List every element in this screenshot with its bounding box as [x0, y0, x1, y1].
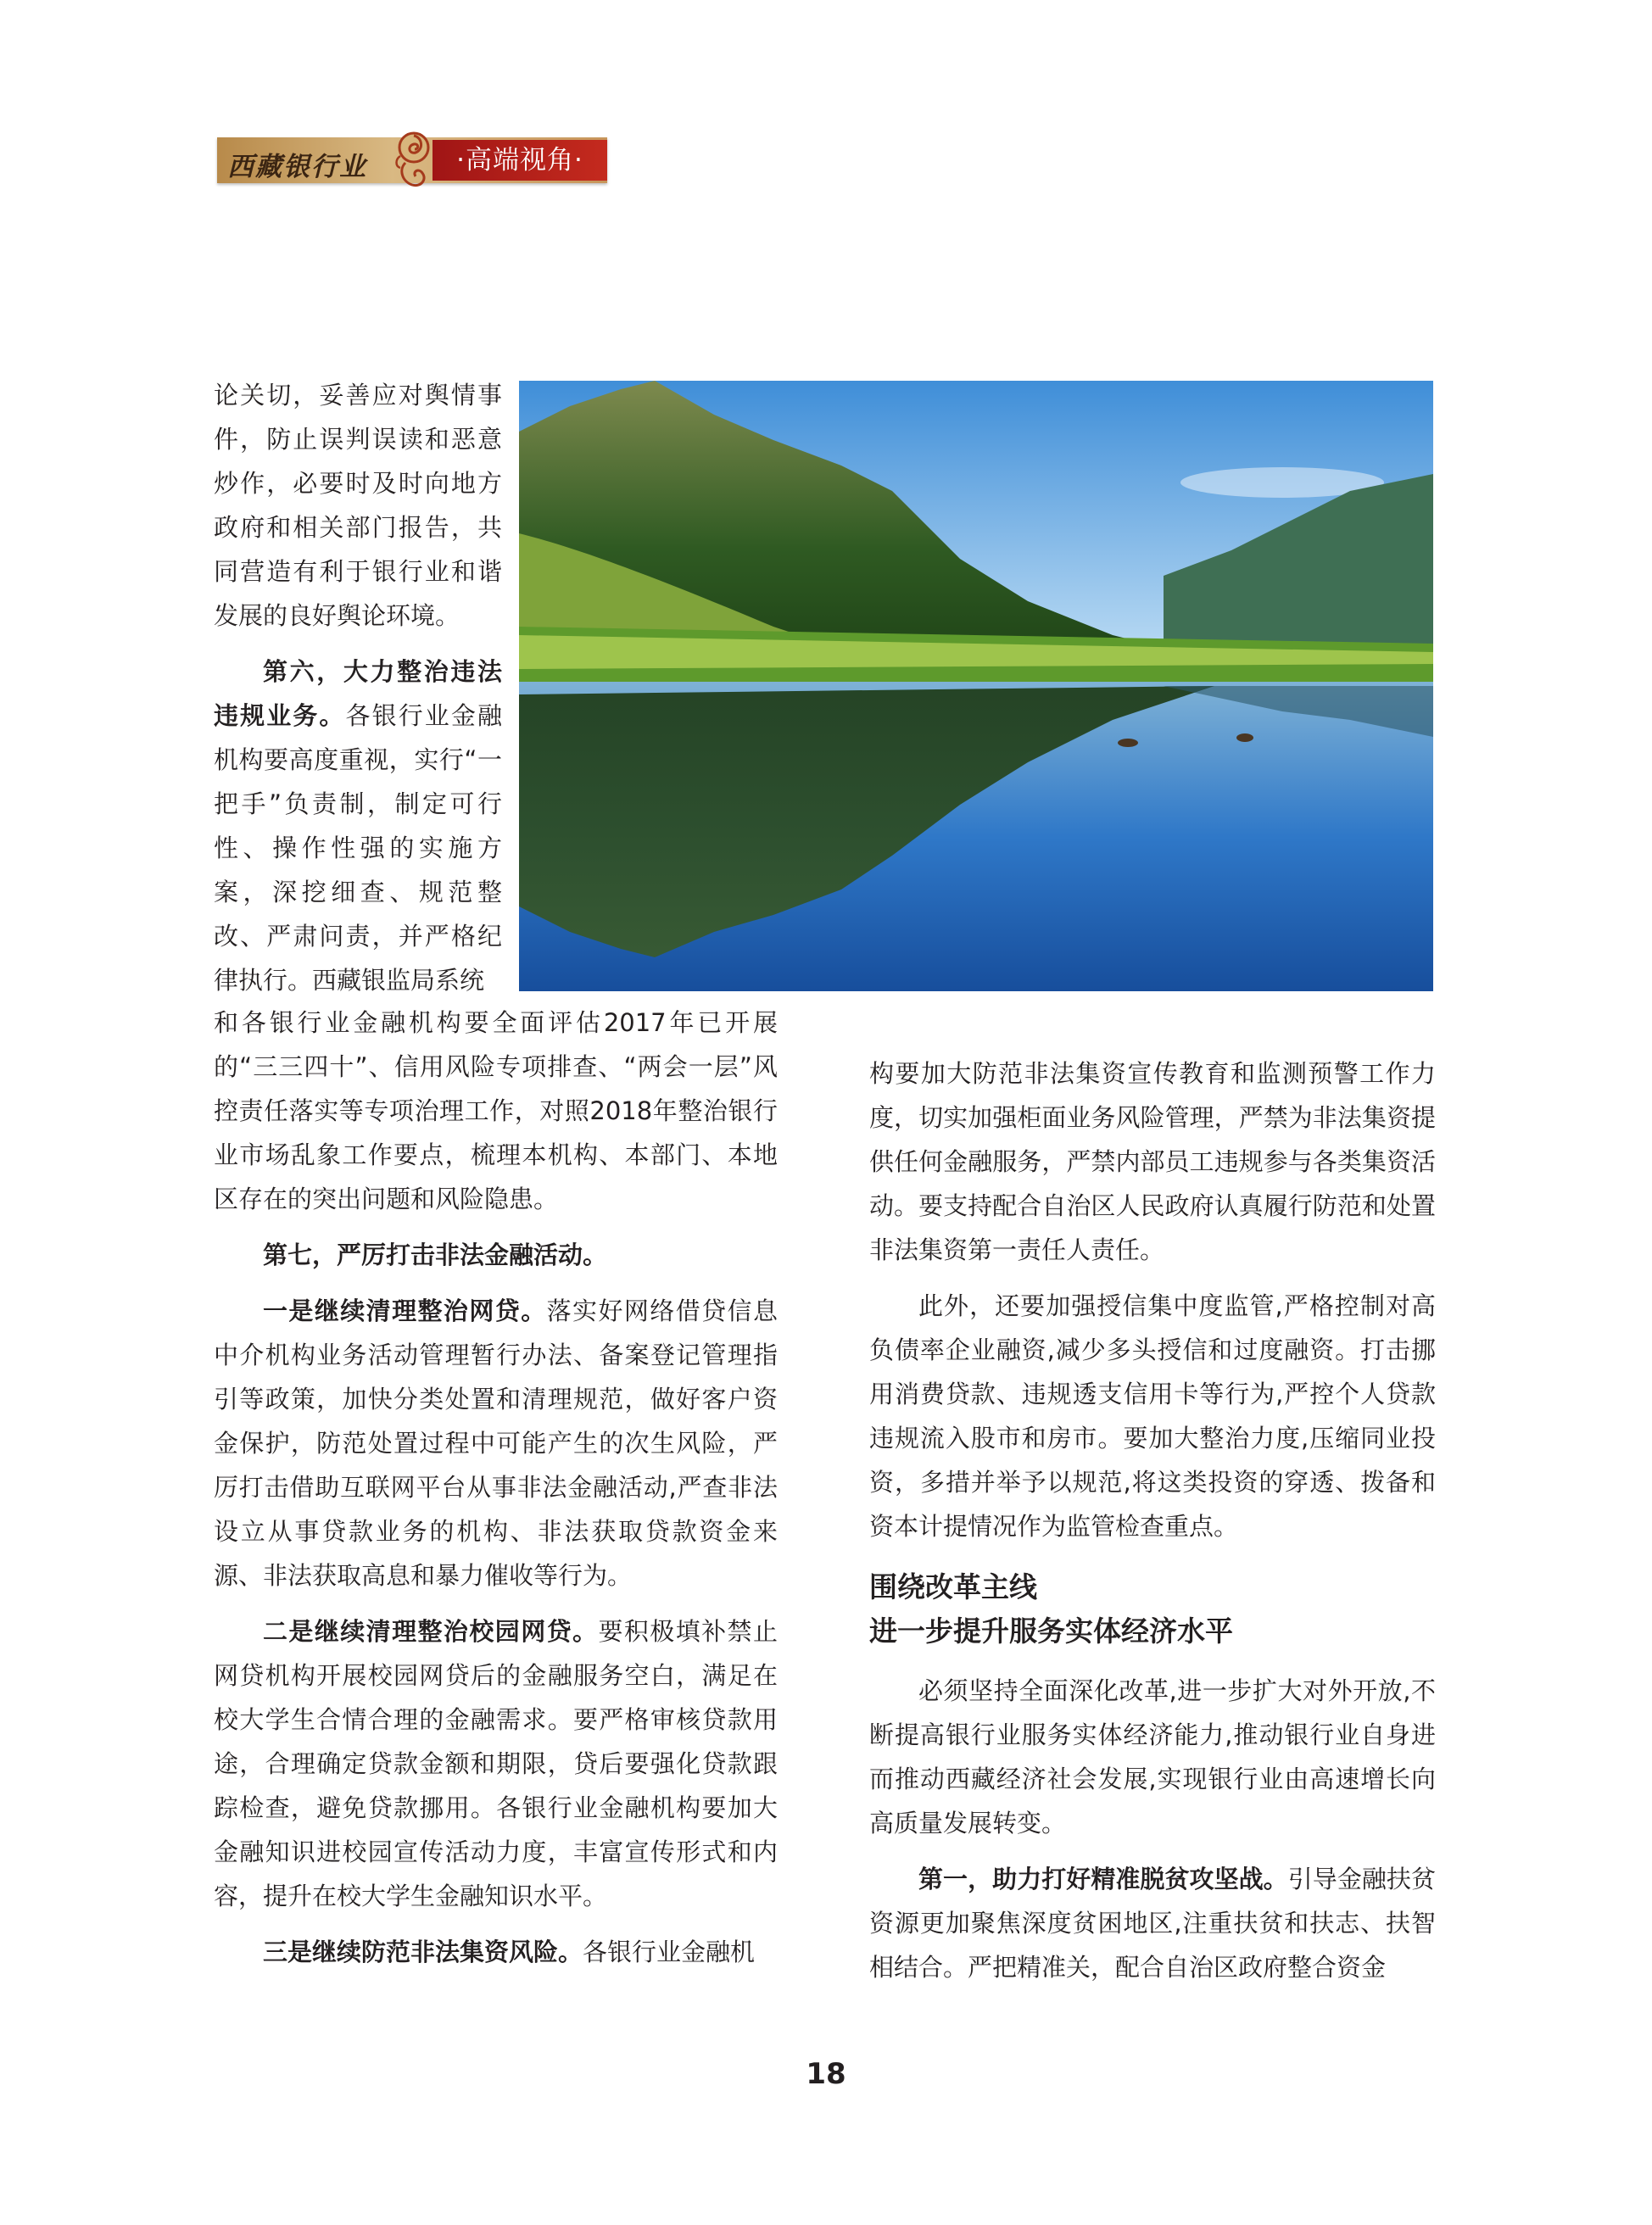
magazine-brand: 西藏银行业: [227, 152, 367, 182]
paragraph-item7-sub2: [214, 1609, 778, 1918]
section-heading-line1: 围绕改革主线: [869, 1570, 1037, 1603]
paragraph-item7-sub1: [214, 1289, 778, 1598]
item7-sub3-lead: 三是继续防范非法集资风险。: [263, 1938, 583, 1966]
paragraph-point1: [869, 1857, 1436, 1989]
paragraph: 必须坚持全面深化改革,进一步扩大对外开放,不断提高银行业服务实体经济能力,推动银行业自身进而推动西藏经济社会发展,实现银行业由高速增长向高质量发展转变。: [869, 1676, 1436, 1837]
lake-mountain-photo: [519, 381, 1433, 991]
item6-text: 各银行业金融机构要高度重视，实行“一把手”负责制，制定可行性、操作性强的实施方案，深挖细查、规范整改、严肃问责，并严格纪律执行。西藏银监局系统: [214, 701, 502, 995]
left-column: [214, 1001, 778, 1974]
item7-sub1-text: 落实好网络借贷信息中介机构业务活动管理暂行办法、备案登记管理指引等政策，加快分类处置和清理规范，做好客户资金保护，防范处置过程中可能产生的次生风险，严厉打击借助互联网平台从事非法金融活动,严查非法设立从事贷款业务的机构、非法获取贷款资金来源、非法获取高息和暴力催收等行为。: [214, 1297, 778, 1590]
paragraph: 此外，还要加强授信集中度监管,严格控制对高负债率企业融资,减少多头授信和过度融资。打击挪用消费贷款、违规透支信用卡等行为,严控个人贷款违规流入股市和房市。要加大整治力度,压缩同业投资，多措并举予以规范,将这类投资的穿透、拨备和资本计提情况作为监管检查重点。: [869, 1291, 1436, 1541]
section-heading-line2: 进一步提升服务实体经济水平: [869, 1614, 1233, 1648]
section-header: [217, 137, 607, 183]
paragraph-item7-sub3: [214, 1930, 778, 1974]
narrow-column: [214, 373, 502, 1002]
item7-heading: 第七，严厉打击非法金融活动。: [263, 1241, 608, 1269]
item7-sub2-lead: 二是继续清理整治校园网贷。: [263, 1617, 599, 1646]
item6-lead: 第六，大力整治违法违规业务。: [214, 657, 502, 730]
item7-sub2-text: 要积极填补禁止网贷机构开展校园网贷后的金融服务空白，满足在校大学生合情合理的金融需求。要严格审核贷款用途，合理确定贷款金额和期限，贷后要强化贷款跟踪检查，避免贷款挪用。各银行业金融机构要加大金融知识进校园宣传活动力度，丰富宣传形式和内容，提升在校大学生金融知识水平。: [214, 1617, 778, 1910]
paragraph-item6: [214, 650, 502, 1002]
paragraph: 论关切，妥善应对舆情事件，防止误判误读和恶意炒作，必要时及时向地方政府和相关部门报告，共同营造有利于银行业和谐发展的良好舆论环境。: [214, 381, 502, 630]
item7-sub3-text: 各银行业金融机: [583, 1938, 756, 1966]
section-tag: ·高端视角·: [433, 140, 607, 181]
point1-text: 引导金融扶贫资源更加聚焦深度贫困地区,注重扶贫和扶志、扶智相结合。严把精准关，配合自治区政府整合资金: [869, 1865, 1436, 1982]
section-heading: [869, 1565, 1436, 1653]
point1-lead: 第一，助力打好精准脱贫攻坚战。: [918, 1865, 1288, 1893]
item7-sub1-lead: 一是继续清理整治网贷。: [263, 1297, 547, 1325]
page-number: 18: [806, 2057, 846, 2091]
right-column: [869, 1051, 1436, 1989]
paragraph: 和各银行业金融机构要全面评估2017年已开展的“三三四十”、信用风险专项排查、“两会一层”风控责任落实等专项治理工作，对照2018年整治银行业市场乱象工作要点，梳理本机构、本部门、本地区存在的突出问题和风险隐患。: [214, 1008, 778, 1213]
auspicious-cloud-icon: [390, 125, 438, 192]
paragraph: 构要加大防范非法集资宣传教育和监测预警工作力度，切实加强柜面业务风险管理，严禁为非法集资提供任何金融服务，严禁内部员工违规参与各类集资活动。要支持配合自治区人民政府认真履行防范和处置非法集资第一责任人责任。: [869, 1059, 1436, 1264]
